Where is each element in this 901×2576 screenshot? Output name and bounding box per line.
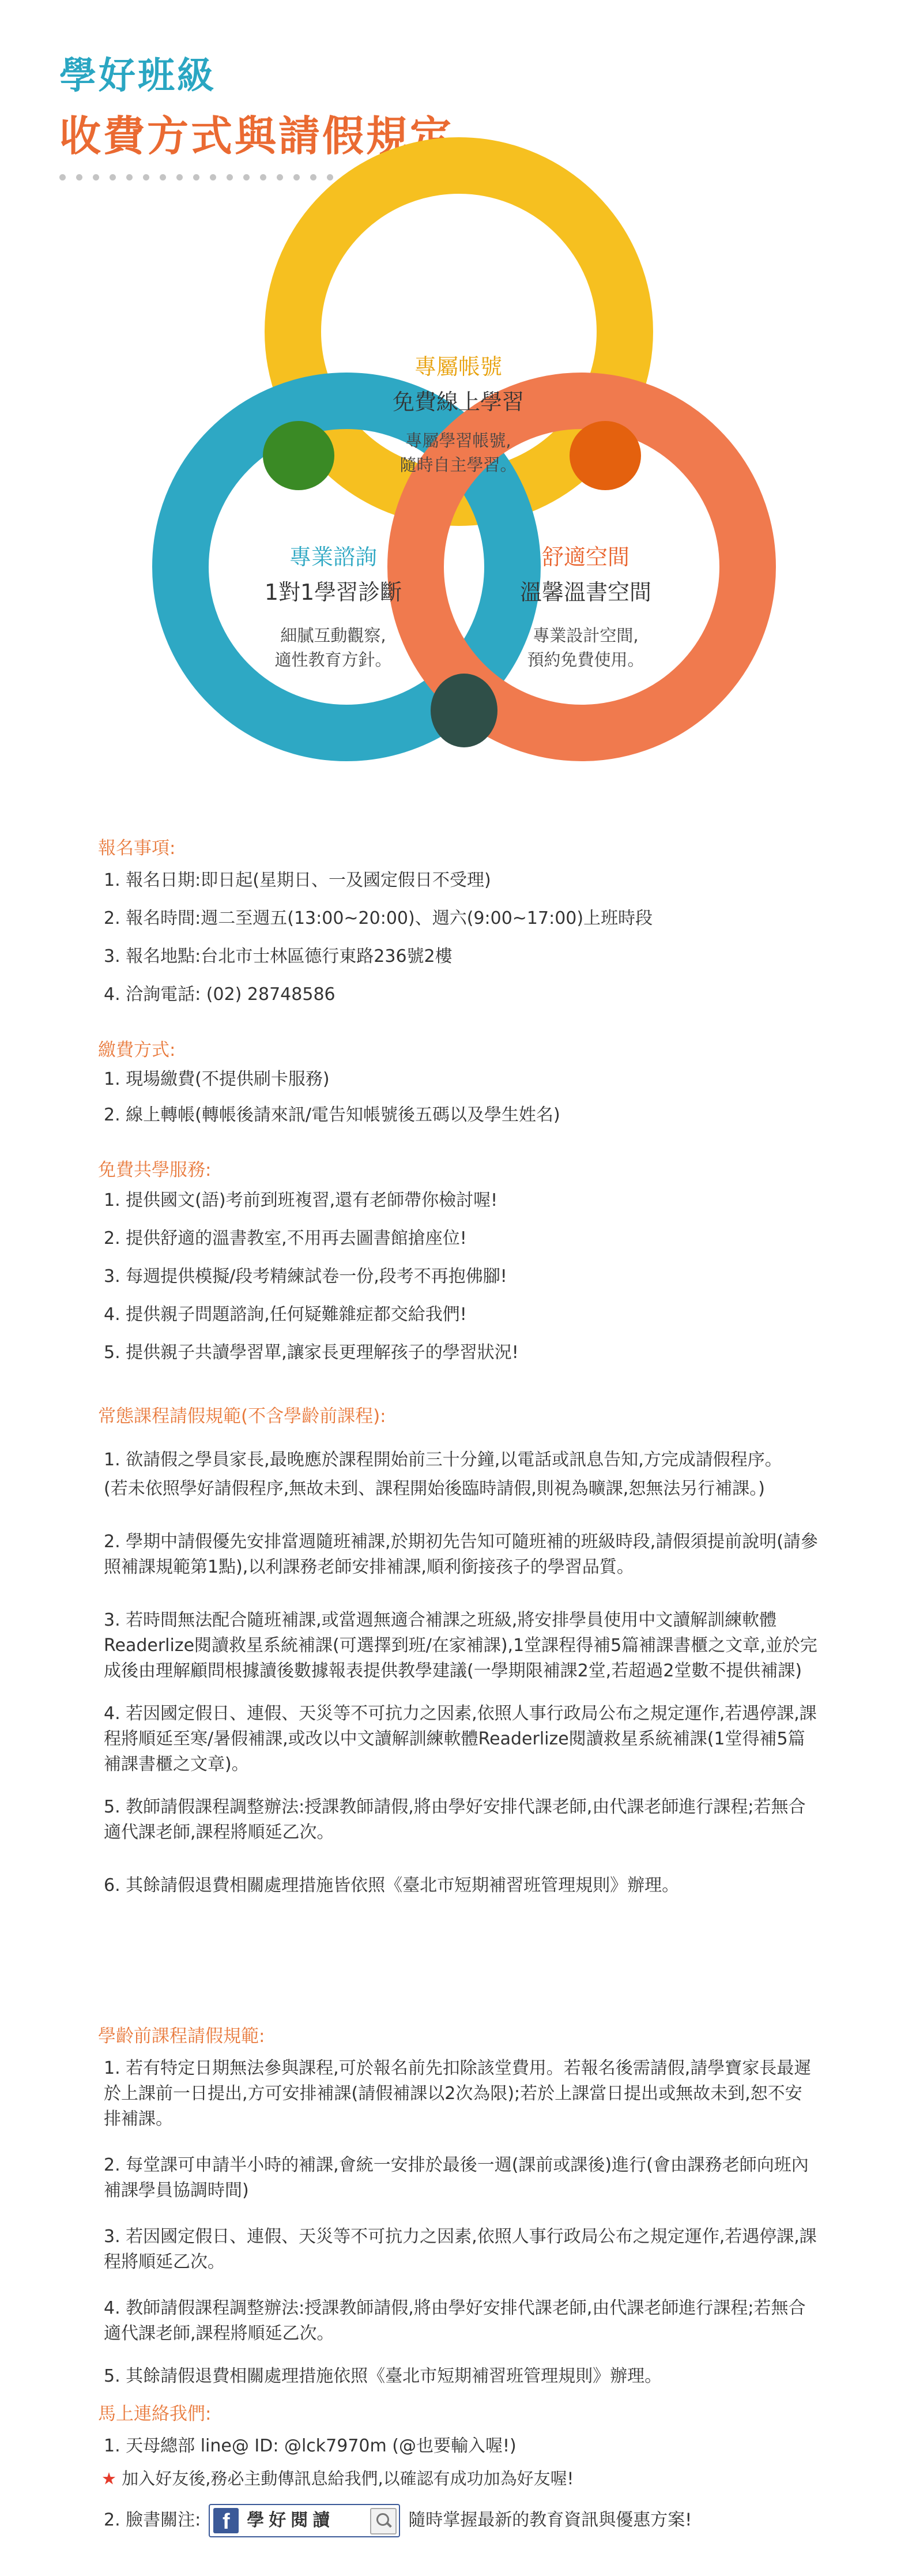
contact-heading: 馬上連絡我們: <box>98 2404 212 2424</box>
overlap-top-left <box>263 421 334 490</box>
page-title: 收費方式與請假規定 <box>59 112 454 160</box>
feature-top-desc <box>393 428 524 477</box>
facebook-page-button[interactable] <box>209 2504 400 2537</box>
feature-top-title: 專屬帳號 <box>414 354 503 379</box>
facebook-item <box>104 2504 819 2537</box>
overlap-bottom <box>431 674 497 747</box>
feature-left-desc-line1: 細膩互動觀察, <box>280 626 386 645</box>
list-item: 5. 教師請假課程調整辦法:授課教師請假,將由學好安排代課老師,由代課老師進行課程;若無合適代課老師,課程將順延乙次。 <box>104 1797 806 1842</box>
feature-top <box>393 349 524 477</box>
feature-top-desc-line1: 專屬學習帳號, <box>405 431 511 450</box>
list-item: 1. 欲請假之學員家長,最晚應於課程開始前三十分鐘,以電話或訊息告知,方完成請假程序。 <box>104 1450 782 1470</box>
list-item: 2. 報名時間:週二至週五(13:00~20:00)、週六(9:00~17:00)上班時段 <box>104 908 653 928</box>
feature-top-desc-line2: 隨時自主學習。 <box>399 455 517 475</box>
payment-heading: 繳費方式: <box>98 1040 176 1061</box>
feature-left-title: 專業諮詢 <box>289 544 378 570</box>
list-item: 3. 若因國定假日、連假、天災等不可抗力之因素,依照人事行政局公布之規定運作,若遇停課,課程將順延乙次。 <box>104 2227 817 2272</box>
list-item: 1. 現場繳費(不提供刷卡服務) <box>104 1069 330 1089</box>
list-item: 5. 其餘請假退費相關處理措施依照《臺北市短期補習班管理規則》辦理。 <box>104 2366 662 2386</box>
line-id-item: 1. 天母總部 line@ ID: @lck7970m (@也要輸入喔!) <box>104 2436 517 2456</box>
feature-left-desc-line2: 適性教育方針。 <box>274 650 392 670</box>
list-item: 1. 報名日期:即日起(星期日、一及國定假日不受理) <box>104 870 491 890</box>
feature-right-desc <box>520 623 651 672</box>
preschool-leave-heading: 學齡前課程請假規範: <box>98 2026 265 2047</box>
feature-right <box>520 539 651 672</box>
registration-heading: 報名事項: <box>98 838 176 859</box>
feature-right-title: 舒適空間 <box>541 544 630 570</box>
services-heading: 免費共學服務: <box>98 1160 212 1180</box>
overlap-top-right <box>570 421 641 490</box>
feature-left-subtitle: 1對1學習診斷 <box>264 580 402 605</box>
feature-left-desc <box>265 623 402 672</box>
registration-list <box>104 868 819 1020</box>
regular-leave-heading: 常態課程請假規範(不含學齡前課程): <box>98 1406 386 1427</box>
facebook-page-name: 學好閱讀 <box>247 2510 335 2530</box>
regular-leave-list <box>104 1447 819 1911</box>
star-note <box>101 2466 819 2491</box>
feature-right-desc-line1: 專業設計空間, <box>533 626 639 645</box>
feature-top-subtitle: 免費線上學習 <box>392 389 525 415</box>
list-item: 4. 洽詢電話: (02) 28748586 <box>104 984 335 1005</box>
preschool-leave-list <box>104 2056 819 2402</box>
list-note: (若未依照學好請假程序,無故未到、課程開始後臨時請假,則視為曠課,恕無法另行補課。) <box>104 1479 766 1499</box>
list-item: 1. 若有特定日期無法參與課程,可於報名前先扣除該堂費用。若報名後需請假,請學寶家長最遲於上課前一日提出,方可安排補課(請假補課以2次為限);若於上課當日提出或無故未到,恕不安排補課。 <box>104 2058 812 2129</box>
payment-list <box>104 1067 819 1138</box>
star-icon: ★ <box>101 2469 116 2488</box>
search-icon <box>370 2508 397 2534</box>
list-item: 2. 線上轉帳(轉帳後請來訊/電告知帳號後五碼以及學生姓名) <box>104 1105 560 1125</box>
list-item: 3. 每週提供模擬/段考精練試卷一份,段考不再抱佛腳! <box>104 1266 507 1287</box>
star-note-text: 加入好友後,務必主動傳訊息給我們,以確認有成功加為好友喔! <box>122 2469 574 2488</box>
services-list <box>104 1188 819 1378</box>
facebook-prefix: 2. 臉書關注: <box>104 2510 201 2530</box>
list-item: 6. 其餘請假退費相關處理措施皆依照《臺北市短期補習班管理規則》辦理。 <box>104 1875 680 1896</box>
list-item: 4. 提供親子問題諮詢,任何疑難雜症都交給我們! <box>104 1304 467 1325</box>
list-item: 2. 學期中請假優先安排當週隨班補課,於期初先告知可隨班補的班級時段,請假須提前說明(請參照補課規範第1點),以利課務老師安排補課,順利銜接孩子的學習品質。 <box>104 1532 818 1577</box>
feature-right-desc-line2: 預約免費使用。 <box>527 650 644 670</box>
list-item: 4. 若因國定假日、連假、天災等不可抗力之因素,依照人事行政局公布之規定運作,若遇停課,課程將順延至寒/暑假補課,或改以中文讀解訓練軟體Readerlize閱讀救星系統補課(1堂得補5篇補課書櫃之文章)。 <box>104 1703 817 1774</box>
contact-list <box>101 2434 819 2550</box>
list-item: 3. 報名地點:台北市士林區德行東路236號2樓 <box>104 946 453 967</box>
facebook-suffix: 隨時掌握最新的教育資訊與優惠方案! <box>408 2510 692 2530</box>
list-item: 1. 提供國文(語)考前到班複習,還有老師帶你檢討喔! <box>104 1190 498 1210</box>
facebook-icon: f <box>213 2508 239 2533</box>
list-item: 3. 若時間無法配合隨班補課,或當週無適合補課之班級,將安排學員使用中文讀解訓練軟體Readerlize閱讀救星系統補課(可選擇到班/在家補課),1堂課程得補5篇補課書櫃之文章,並於完成後由理解顧問根據讀後數據報表提供教學建議(一學期限補課2堂,若超過2堂數不提供補課) <box>104 1610 817 1681</box>
feature-right-subtitle: 溫馨溫書空間 <box>519 580 652 605</box>
list-item: 2. 每堂課可申請半小時的補課,會統一安排於最後一週(課前或課後)進行(會由課務老師向班內補課學員協調時間) <box>104 2155 809 2201</box>
list-item: 2. 提供舒適的溫書教室,不用再去圖書館搶座位! <box>104 1228 467 1248</box>
list-item: 4. 教師請假課程調整辦法:授課教師請假,將由學好安排代課老師,由代課老師進行課程;若無合適代課老師,課程將順延乙次。 <box>104 2298 806 2344</box>
list-item: 5. 提供親子共讀學習單,讓家長更理解孩子的學習狀況! <box>104 1342 519 1363</box>
feature-left <box>265 539 402 672</box>
brand-name: 學好班級 <box>59 55 216 97</box>
